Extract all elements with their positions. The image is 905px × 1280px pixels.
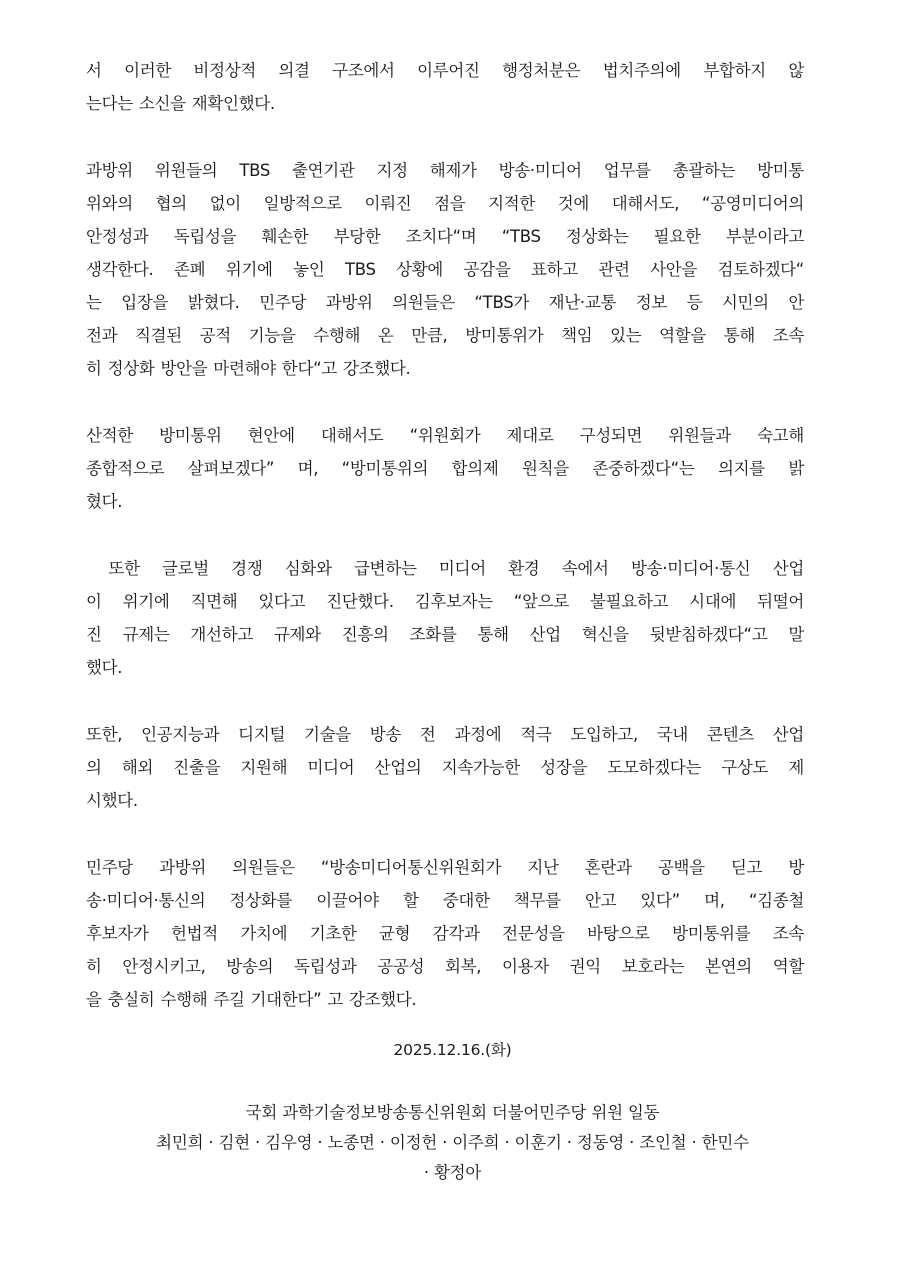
- paragraph-line: 생각한다. 존폐 위기에 놓인 TBS 상황에 공감을 표하고 관련 사안을 검토하겠다“: [86, 260, 804, 279]
- paragraph-line: 또한, 인공지능과 디지털 기술을 방송 전 과정에 적극 도입하고, 국내 콘텐츠 산업: [86, 725, 804, 744]
- signature-members: 최민희 · 김현 · 김우영 · 노종면 · 이정헌 · 이주희 · 이훈기 · 정동영 · 조인철 · 한민수: [156, 1133, 749, 1152]
- paragraph-line: 이 위기에 직면해 있다고 진단했다. 김후보자는 “앞으로 불필요하고 시대에 뒤떨어: [86, 592, 804, 611]
- paragraph-line: 했다.: [86, 658, 123, 677]
- paragraph-line: 민주당 과방위 의원들은 “방송미디어통신위원회가 지난 혼란과 공백을 딛고 방: [86, 858, 804, 877]
- paragraph-line: 시했다.: [86, 791, 138, 810]
- paragraph-6: [86, 851, 804, 1016]
- paragraph-line: 후보자가 헌법적 가치에 기초한 균형 감각과 전문성을 바탕으로 방미통위를 조속: [86, 924, 804, 943]
- signature-block: [0, 1098, 905, 1188]
- paragraph-line: 또한 글로벌 경쟁 심화와 급변하는 미디어 환경 속에서 방송·미디어·통신 산업: [86, 559, 804, 578]
- paragraph-3: [86, 419, 804, 518]
- paragraph-line: 서 이러한 비정상적 의결 구조에서 이루어진 행정처분은 법치주의에 부합하지 않: [86, 61, 804, 80]
- paragraph-line: 진 규제는 개선하고 규제와 진흥의 조화를 통해 산업 혁신을 뒷받침하겠다“고 말: [86, 625, 804, 644]
- paragraph-line: 산적한 방미통위 현안에 대해서도 “위원회가 제대로 구성되면 위원들과 숙고해: [86, 426, 804, 445]
- paragraph-line: 는 입장을 밝혔다. 민주당 과방위 의원들은 “TBS가 재난·교통 정보 등 시민의 안: [86, 293, 804, 312]
- paragraph-line: 종합적으로 살펴보겠다” 며, “방미통위의 합의제 원칙을 존중하겠다“는 의지를 밝: [86, 459, 804, 478]
- paragraph-line: 전과 직결된 공적 기능을 수행해 온 만큼, 방미통위가 책임 있는 역할을 통해 조속: [86, 326, 804, 345]
- paragraph-line: 송·미디어·통신의 정상화를 이끌어야 할 중대한 책무를 안고 있다” 며, “김종철: [86, 891, 804, 910]
- paragraph-line: 안정성과 독립성을 훼손한 부당한 조치다“며 “TBS 정상화는 필요한 부분이라고: [86, 227, 804, 246]
- release-date: 2025.12.16.(화): [393, 1041, 512, 1059]
- paragraph-line: 과방위 위원들의 TBS 출연기관 지정 해제가 방송·미디어 업무를 총괄하는 방미통: [86, 161, 804, 180]
- paragraph-line: 혔다.: [86, 492, 123, 511]
- paragraph-line: 히 정상화 방안을 마련해야 한다“고 강조했다.: [86, 359, 411, 378]
- paragraph-line: 의 해외 진출을 지원해 미디어 산업의 지속가능한 성장을 도모하겠다는 구상도 제: [86, 758, 804, 777]
- paragraph-line: 위와의 협의 없이 일방적으로 이뤄진 점을 지적한 것에 대해서도, “공영미디어의: [86, 194, 804, 213]
- paragraph-1: [86, 54, 804, 120]
- paragraph-5: [86, 718, 804, 817]
- signature-members-cont: · 황정아: [423, 1163, 482, 1182]
- paragraph-4: [86, 552, 804, 684]
- press-release-body: [86, 54, 804, 1050]
- paragraph-line: 을 충실히 수행해 주길 기대한다” 고 강조했다.: [86, 990, 417, 1009]
- paragraph-line: 히 안정시키고, 방송의 독립성과 공공성 회복, 이용자 권익 보호라는 본연의 역할: [86, 957, 804, 976]
- signature-committee: 국회 과학기술정보방송통신위원회 더불어민주당 위원 일동: [245, 1103, 660, 1122]
- paragraph-line: 는다는 소신을 재확인했다.: [86, 94, 275, 113]
- paragraph-2: [86, 154, 804, 385]
